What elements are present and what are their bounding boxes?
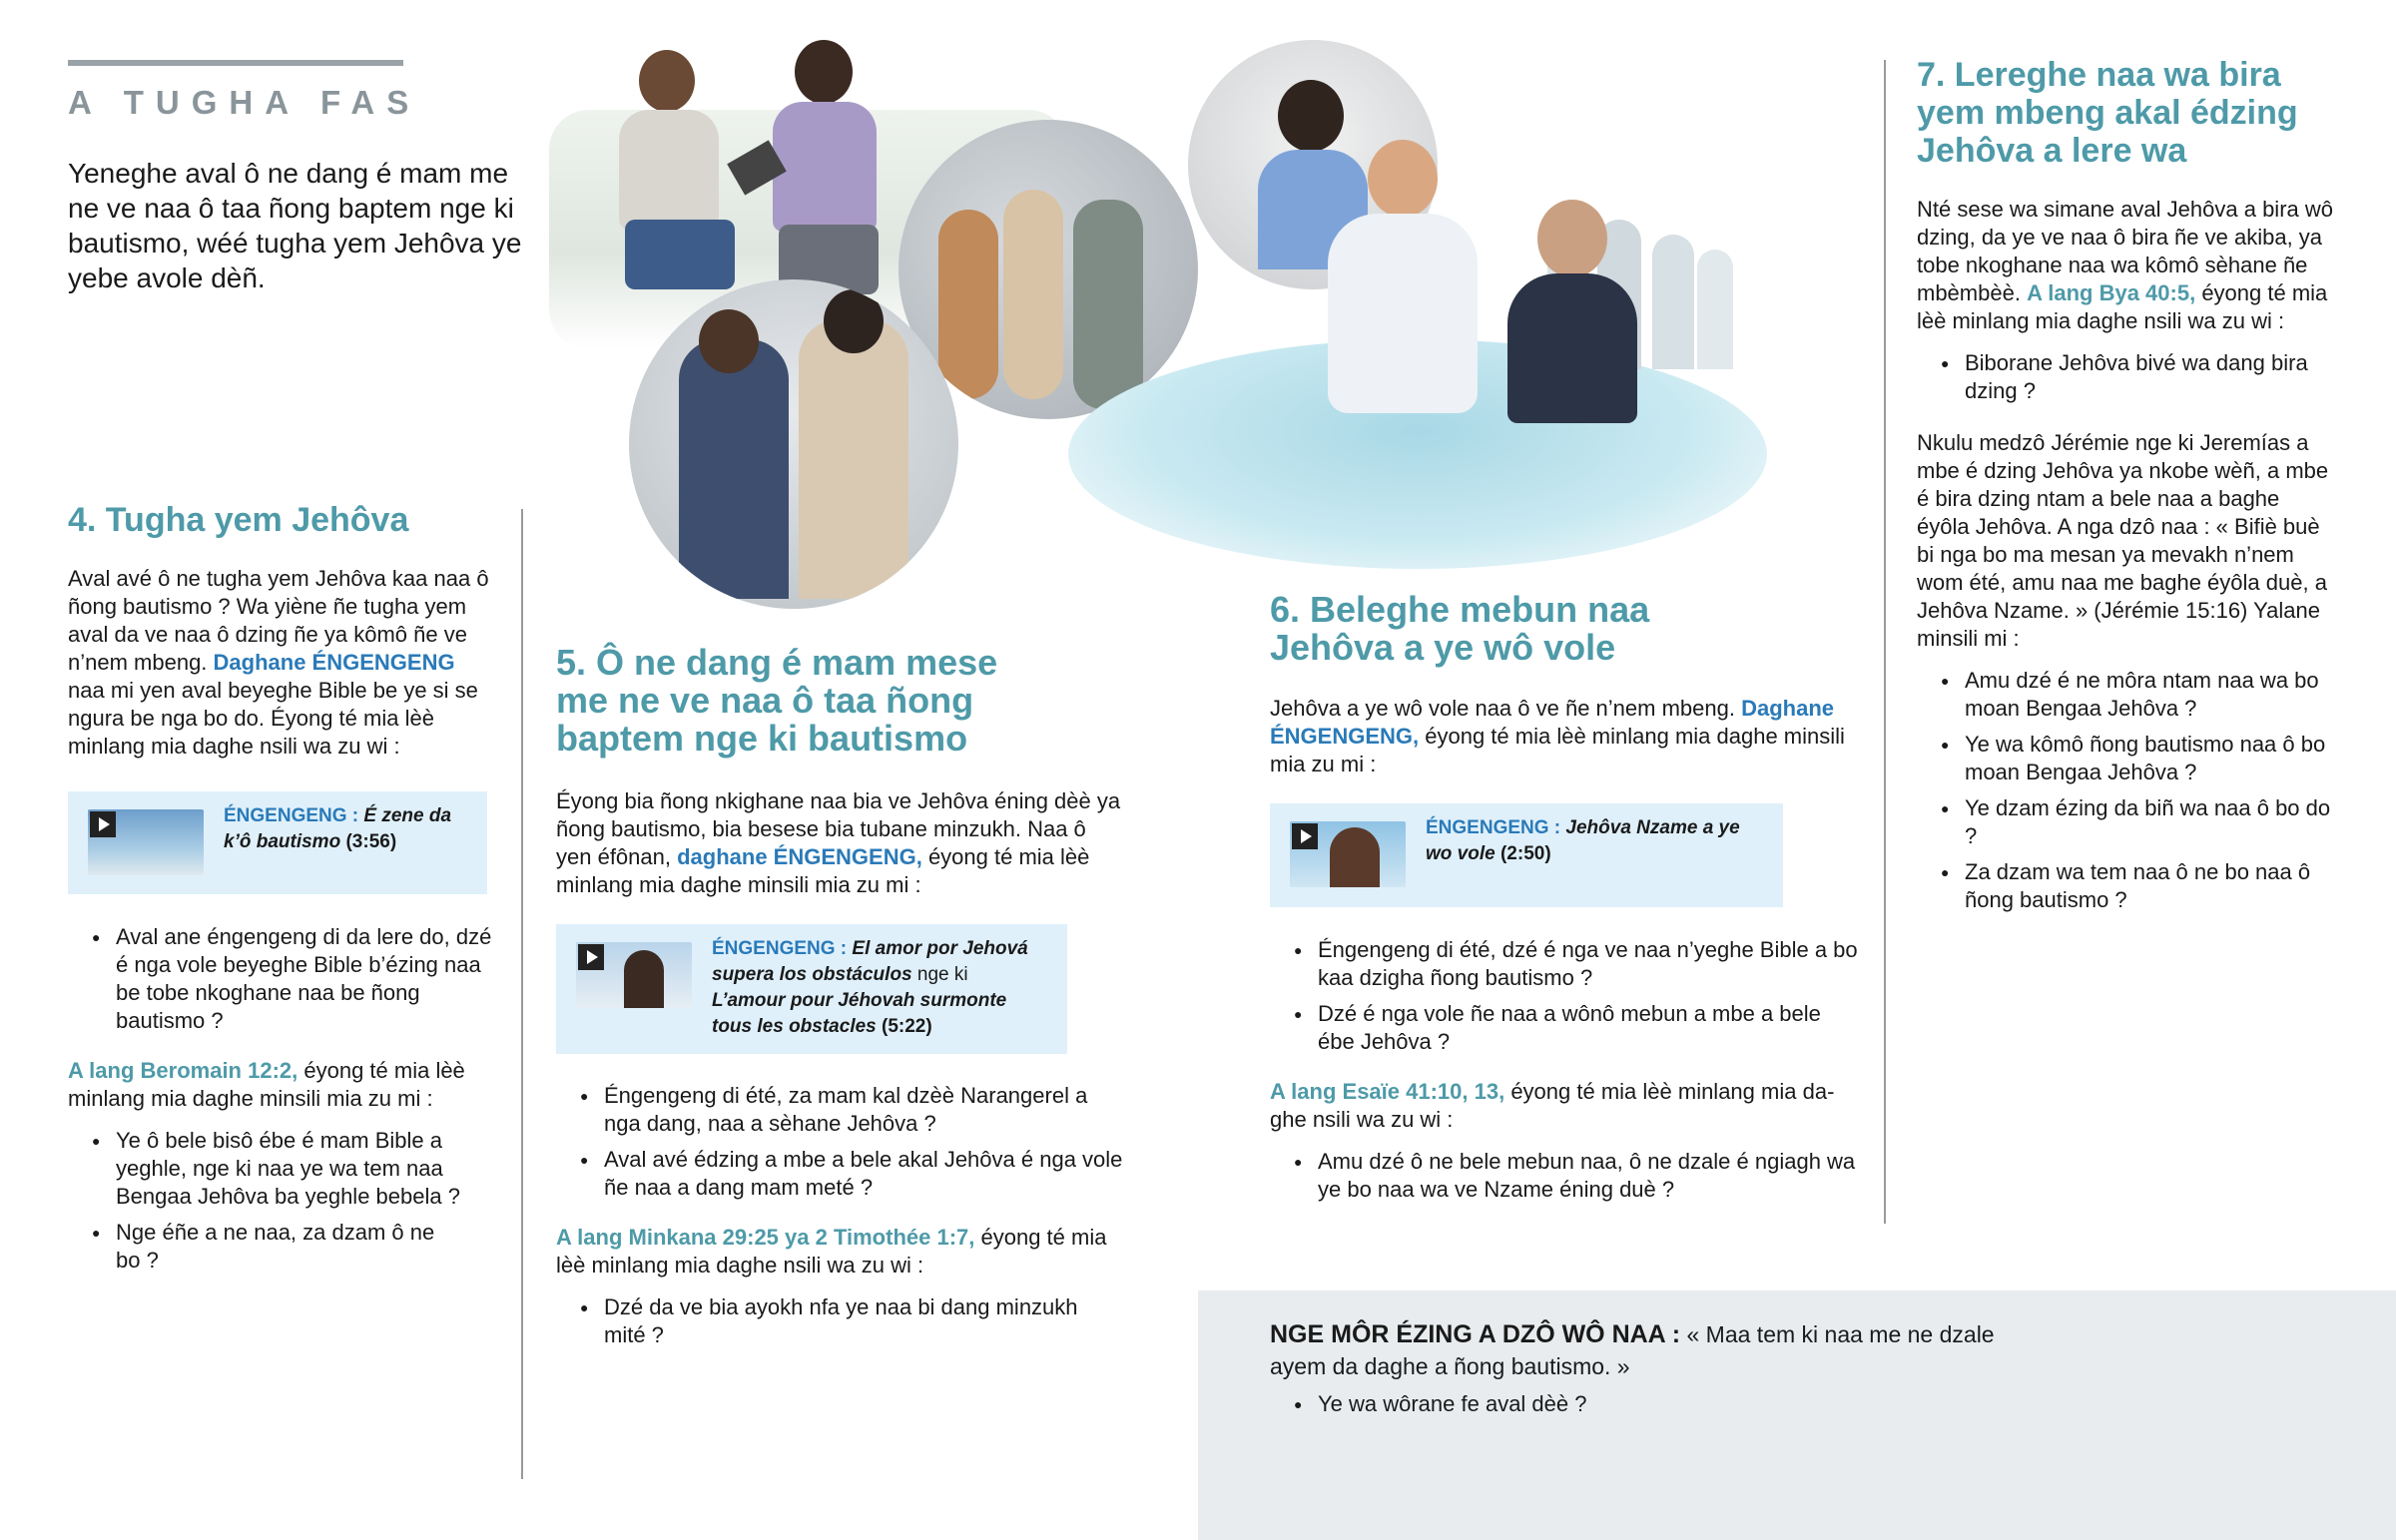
list-item: ● Ye ô bele bisô ébe é mam Bible a yeghle, nge ki naa ye wa tem naa Bengaa Jehôva ba yeghle bebela ? (88, 1127, 497, 1211)
list-item: ● Amu dzé ô ne bele mebun naa, ô ne dzale é ngiagh wa ye bo naa wa ve Nzame éning duè ? (1290, 1148, 1859, 1204)
some-people-say-label: NGE MÔR ÉZING A DZÔ WÔ NAA : (1270, 1320, 1681, 1348)
section-6-title: 6. Beleghe mebun naa Jehôva a ye wô vole (1270, 589, 1650, 668)
video-link[interactable]: Daghane ÉNGENGENG, (1270, 696, 1834, 749)
video-link[interactable]: daghane ÉNGENGENG, (677, 844, 922, 869)
top-rule (68, 60, 403, 66)
section-6 (1270, 591, 1859, 778)
intro-text: Yeneghe aval ô ne dang é mam me ne ve naa ô taa ñong baptem nge ki bautismo, wéé tugha yem Jehôva ye yebe avole dèñ. (68, 158, 522, 293)
list-item: ● Za dzam wa tem naa ô ne bo naa ô ñong bautismo ? (1937, 858, 2336, 914)
section-5-paragraph-1: Éyong bia ñong nkighane naa bia ve Jehôva éning dèè ya ñong bautismo, bia besese bia tubane minzukh. Naa ô yen éfônan, daghane ÉNGENGENG, éyong té mia lèè minlang mia daghe minsili mia zu mi : (556, 788, 1121, 897)
scripture-link[interactable]: A lang Esaïe 41:10, 13, (1270, 1079, 1505, 1104)
video-caption: ÉNGENGENG : El amor por Jehová supera los obstáculos nge ki L’amour pour Jéhovah surmonte tous les obstacles (5:22) (712, 938, 1028, 1037)
section-4-bullets-1 (88, 923, 497, 1035)
footer-bullets (1290, 1390, 1587, 1426)
video-link[interactable]: Daghane ÉNGENGENG (213, 650, 455, 675)
scripture-link[interactable]: A lang Beromain 12:2, (68, 1058, 299, 1083)
list-item: ● Aval ane éngengeng di da lere do, dzé é nga vole beyeghe Bible b’ézing naa be tobe nkoghane naa be ñong bautismo ? (88, 923, 497, 1035)
list-item: ● Ye wa kômô ñong bautismo naa ô bo moan Bengaa Jehôva ? (1937, 731, 2336, 786)
kicker: A TUGHA FAS (68, 84, 421, 121)
section-7-bullets-1 (1937, 349, 2336, 405)
section-7-title: 7. Lereghe naa wa bira yem mbeng akal édzing Jehôva a lere wa (1917, 56, 2298, 170)
section-7-paragraph-2: Nkulu medzô Jérémie nge ki Jeremías a mbe é dzing Jehôva ya nkobe wèñ, a mbe é bira dzing ntam a bele naa a baghe éyôla Jehôva. A nga dzô naa : « Bifiè buè bi nga bo ma mesan ya mevakh n’nem wom été, amu naa me baghe éyôla duè, a Jehôva Nzame. » (Jérémie 15:16) Yalane minsili mi : (1917, 430, 2329, 651)
video-thumbnail (576, 942, 692, 1008)
section-6-paragraph-1: Jehôva a ye wô vole naa ô ve ñe n’nem mbeng. Daghane ÉNGENGENG, éyong té mia lèè minlang mia daghe minsili mia zu mi : (1270, 696, 1845, 776)
section-7-bullets-2 (1937, 667, 2336, 914)
section-4-paragraph-2: A lang Beromain 12:2, éyong té mia lèè minlang mia daghe minsili mia zu mi : (68, 1058, 465, 1111)
baptizer-figure (1328, 140, 1488, 439)
women-talking-figure (599, 50, 739, 309)
column-divider-2 (1884, 60, 1886, 1224)
play-icon[interactable] (578, 944, 604, 970)
list-item: ● Ye dzam ézing da biñ wa naa ô bo do ? (1937, 794, 2336, 850)
section-4-bullets-2 (88, 1127, 497, 1275)
list-item: ● Amu dzé é ne môra ntam naa wa bo moan Bengaa Jehôva ? (1937, 667, 2336, 723)
section-7 (1917, 56, 2336, 922)
section-5-paragraph-2: A lang Minkana 29:25 ya 2 Timothée 1:7, éyong té mia lèè minlang mia daghe nsili wa zu wi : (556, 1225, 1107, 1278)
play-icon[interactable] (90, 811, 116, 837)
list-item: ● Dzé é nga vole ñe naa a wônô mebun a mbe a bele ébe Jehôva ? (1290, 1000, 1859, 1056)
section-4 (68, 501, 497, 761)
section-5 (556, 644, 1125, 899)
some-people-say-box (1198, 1290, 2396, 1540)
list-item: ● Nge éñe a ne naa, za dzam ô ne bo ? (88, 1219, 435, 1275)
baptized-woman-figure (1498, 200, 1647, 429)
video-thumbnail (88, 809, 204, 875)
section-4-paragraph-1: Aval avé ô ne tugha yem Jehôva kaa naa ô ñong bautismo ? Wa yiène ñe tugha yem aval da ve naa ô dzing ñe ya kômô ñe ve n’nem mbeng. Daghane ÉNGENGENG naa mi yen aval beyeghe Bible be ye si se ngura be nga bo do. Éyong té mia lèè minlang mia daghe nsili wa zu wi : (68, 566, 489, 759)
section-6-bullets-2 (1290, 1148, 1859, 1204)
section-5-bullets-2 (576, 1293, 1125, 1349)
list-item: ● Éngengeng di été, dzé é nga ve naa n’yeghe Bible a bo kaa dzigha ñong bautismo ? (1290, 936, 1859, 992)
list-item: ● Biborane Jehôva bivé wa dang bira dzing ? (1937, 349, 2336, 405)
video-card-4[interactable] (68, 791, 487, 894)
scripture-link[interactable]: A lang Minkana 29:25 ya 2 Timothée 1:7, (556, 1225, 975, 1250)
scripture-link[interactable]: A lang Bya 40:5, (2027, 280, 2196, 305)
list-item: ● Ye wa wôrane fe aval dèè ? (1290, 1390, 1587, 1418)
section-4-lower (68, 923, 497, 1283)
play-icon[interactable] (1292, 823, 1318, 849)
video-caption: ÉNGENGENG : Jehôva Nzame a ye wo vole (2:50) (1426, 817, 1740, 864)
section-4-title: 4. Tugha yem Jehôva (68, 501, 409, 539)
section-5-lower (556, 1082, 1125, 1357)
section-6-paragraph-2: A lang Esaïe 41:10, 13, éyong té mia lèè minlang mia daghe nsili wa zu wi : (1270, 1079, 1835, 1132)
section-6-bullets-1 (1290, 936, 1859, 1056)
list-item: ● Dzé da ve bia ayokh nfa ye naa bi dang minzukh mité ? (576, 1293, 1125, 1349)
section-5-bullets-1 (576, 1082, 1125, 1202)
illustration-group-right (1068, 40, 1787, 559)
list-item: ● Éngengeng di été, za mam kal dzèè Narangerel a nga dang, naa a sèhane Jehôva ? (576, 1082, 1125, 1138)
some-people-say-text: NGE MÔR ÉZING A DZÔ WÔ NAA : « Maa tem ki naa me ne dzale ayem da daghe a ñong bautismo. » (1270, 1320, 1995, 1379)
section-7-paragraph-1: Nté sese wa simane aval Jehôva a bira wô dzing, da ye ve naa ô bira ñe ve akiba, ya tobe nkoghane naa wa kômô sèhane ñe mbèmbèè. A lang Bya 40:5, éyong té mia lèè minlang mia daghe nsili wa zu wi : (1917, 197, 2333, 333)
column-divider-1 (521, 509, 523, 1479)
video-caption: ÉNGENGENG : É zene da k’ô bautismo (3:56) (224, 805, 452, 852)
woman-tablet-figure (749, 40, 898, 309)
list-item: ● Aval avé édzing a mbe a bele akal Jehôva é nga vole ñe naa a dang mam meté ? (576, 1146, 1125, 1202)
section-5-title: 5. Ô ne dang é mam mese me ne ve naa ô taa ñong baptem nge ki bautismo (556, 642, 998, 759)
video-thumbnail (1290, 821, 1406, 887)
workplace-circle-image (629, 279, 958, 609)
video-card-5[interactable] (556, 924, 1067, 1054)
section-6-lower (1270, 936, 1859, 1212)
video-card-6[interactable] (1270, 803, 1783, 907)
